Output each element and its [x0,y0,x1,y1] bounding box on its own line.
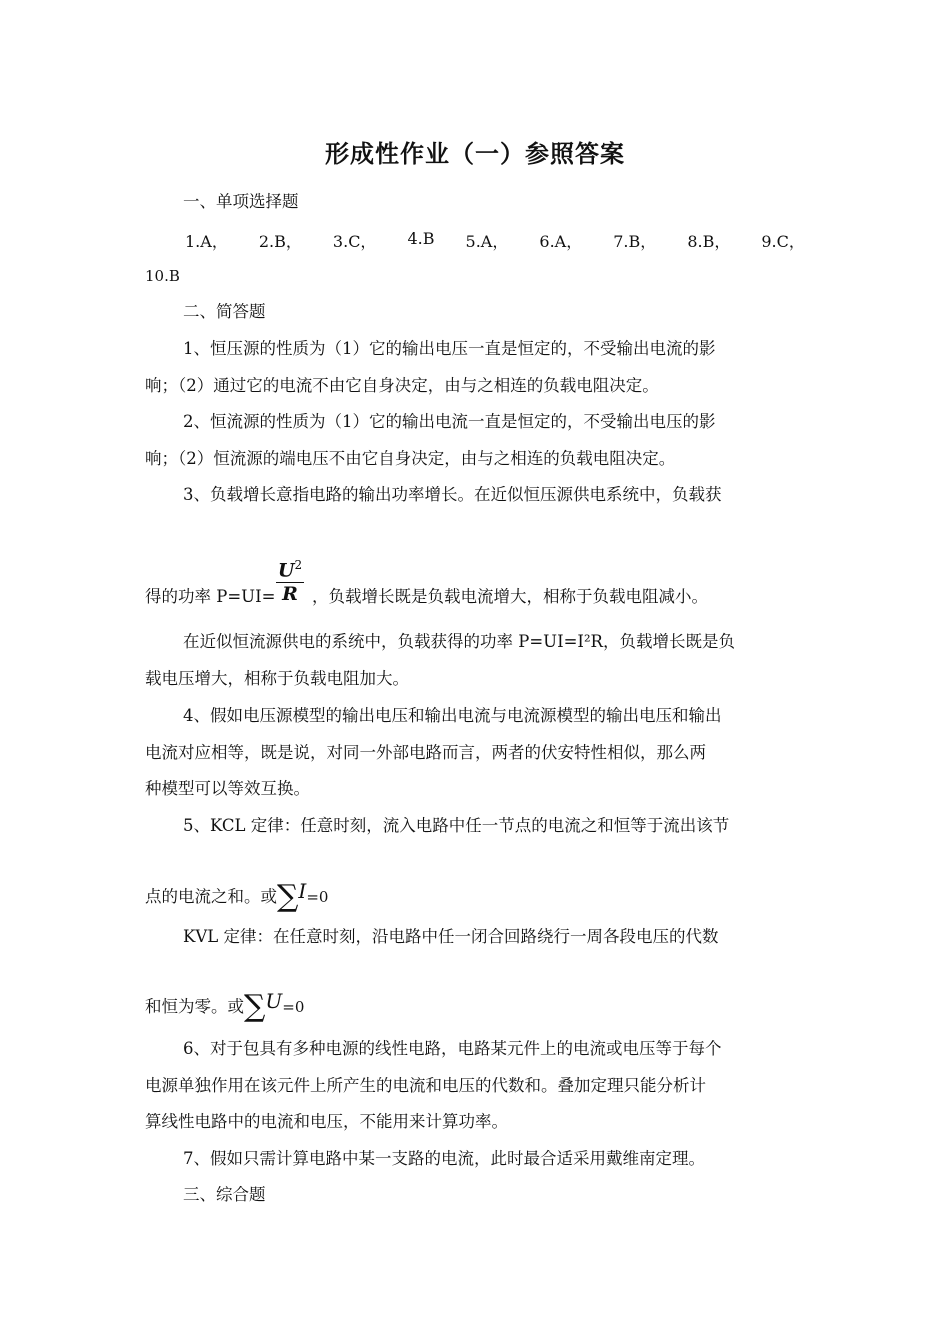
q3-line: 载电压增大，相称于负载电阻加大。 [145,669,409,688]
section-heading-choice: 一、单项选择题 [183,192,299,211]
q1-line: 响；（2）通过它的电流不由它自身决定，由与之相连的负载电阻决定。 [145,376,659,395]
q5-line: KVL 定律：在任意时刻，沿电路中任一闭合回路绕行一周各段电压的代数 [183,927,719,946]
sigma-symbol: ∑ [244,989,266,1024]
answer-item: 9.C， [761,232,805,251]
q3-line: 在近似恒流源供电的系统中，负载获得的功率 P=UI=I²R，负载增长既是负 [183,632,735,651]
power-fraction [274,553,306,605]
section-heading-short: 二、简答题 [183,302,266,321]
page-title: 形成性作业（一）参照答案 [325,140,625,168]
q5-formula-text: 和恒为零。或 [145,997,244,1016]
q5-formula-text: 点的电流之和。或 [145,887,277,906]
q4-line: 种模型可以等效互换。 [145,779,310,798]
q7-line: 7、假如只需计算电路中某一支路的电流，此时最合适采用戴维南定理。 [183,1149,705,1168]
fraction-denominator: R [282,583,298,606]
q2-line: 响；（2）恒流源的端电压不由它自身决定，由与之相连的负载电阻决定。 [145,449,676,468]
answer-list [185,229,805,252]
q6-line: 算线性电路中的电流和电压，不能用来计算功率。 [145,1112,508,1131]
q2-line: 2、恒流源的性质为（1）它的输出电流一直是恒定的，不受输出电压的影 [183,412,716,431]
voltage-variable: U [265,989,283,1013]
q5-line: 5、KCL 定律：任意时刻，流入电路中任一节点的电流之和恒等于流出该节 [183,816,730,835]
section-heading-comprehensive: 三、综合题 [183,1185,266,1204]
q5-kcl-formula-line [145,879,329,914]
answer-item: 5.A， [465,232,509,251]
equals-zero: =0 [306,888,329,906]
q6-line: 6、对于包具有多种电源的线性电路，电路某元件上的电流或电压等于每个 [183,1039,722,1058]
current-variable: I [298,879,307,903]
q1-line: 1、恒压源的性质为（1）它的输出电压一直是恒定的，不受输出电流的影 [183,339,716,358]
answer-item: 2.B， [258,232,302,251]
answer-item-last: 10.B [145,267,180,285]
answer-item: 8.B， [687,232,731,251]
q3-line-pre: 得的功率 P=UI= [145,587,276,606]
answer-item: 1.A， [185,232,228,251]
q6-line: 电源单独作用在该元件上所产生的电流和电压的代数和。叠加定理只能分析计 [145,1076,706,1095]
answer-item: 6.A， [539,232,583,251]
q3-line-post: ，负载增长既是负载电流增大，相称于负载电阻减小。 [312,587,708,606]
q3-line: 3、负载增长意指电路的输出功率增长。在近似恒压源供电系统中，负载获 [183,485,722,504]
q5-kvl-formula-line [145,989,305,1024]
sigma-symbol: ∑ [277,879,299,914]
fraction-numerator: $U^2$ [277,558,303,582]
q4-line: 电流对应相等，既是说，对同一外部电路而言，两者的伏安特性相似，那么两 [145,743,706,762]
equals-zero: =0 [282,998,305,1016]
q4-line: 4、假如电压源模型的输出电压和输出电流与电流源模型的输出电压和输出 [183,706,722,725]
answer-item: 7.B， [613,232,657,251]
answer-item: 4.B [407,229,435,248]
answer-item: 3.C， [332,232,377,251]
